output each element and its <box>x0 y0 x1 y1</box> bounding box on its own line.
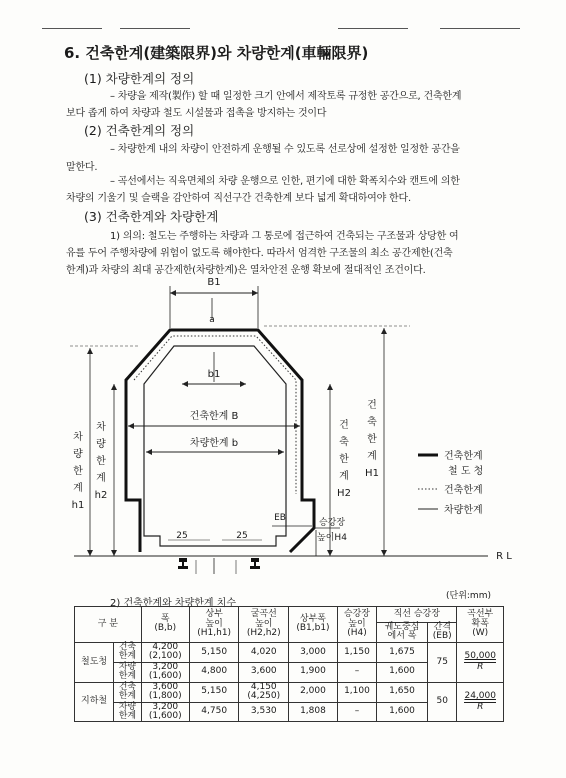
s1-line1: – 차량을 제작(製作) 할 때 일정한 크기 안에서 제작토록 규정한 공간으로, 건축한계 <box>110 91 462 102</box>
s2-line3: – 곡선에서는 직육면체의 차량 운행으로 인한, 편기에 대한 확폭치수와 캔트에 의한 <box>110 176 460 187</box>
clearance-gauge-diagram <box>0 270 566 580</box>
row-type: 건축 한계 <box>114 682 141 702</box>
cell-b1: 1,900 <box>289 662 338 682</box>
rail-icon-right <box>250 558 260 569</box>
svg-text:계: 계 <box>367 451 377 462</box>
table-unit: (단위:mm) <box>446 591 491 601</box>
cell-center: 1,600 <box>377 702 428 722</box>
svg-text:h1: h1 <box>71 500 85 511</box>
table-header-row-1 <box>75 607 504 623</box>
cell-gap: 75 <box>427 642 456 682</box>
eb-label: EB <box>274 513 286 523</box>
s2-line2: 말한다. <box>66 162 98 173</box>
svg-text:h2: h2 <box>94 490 108 501</box>
svg-text:량: 량 <box>73 449 83 460</box>
cell-pok: 3,600 (1,800) <box>141 682 189 702</box>
header-rule-right <box>338 28 408 29</box>
cell-h2: 4,020 <box>239 642 289 662</box>
cell-curve-extra: $\frac{24,000}{R}$ <box>457 682 504 722</box>
cell-h2: 4,150 (4,250) <box>239 682 289 702</box>
header-rule-left <box>42 28 102 29</box>
vehicle-gauge-h2-label <box>95 420 108 501</box>
vehicle-gauge-h1-label <box>72 430 85 511</box>
th-track-center: 궤도중심 에서 폭 <box>377 623 428 643</box>
s3-title: (3) 건축한계와 차량한계 <box>84 209 219 224</box>
dim-25-left: 25 <box>176 531 188 541</box>
header-rule-far <box>440 28 520 29</box>
header-rule-mid <box>120 28 190 29</box>
cell-h4: – <box>337 662 376 682</box>
table-row <box>75 642 504 662</box>
svg-text:건축한계: 건축한계 <box>444 451 483 462</box>
s3-line3: 한계)과 차량의 최대 공간제한(차량한계)은 열차안전 운행 확보에 절대적인 조건이다. <box>66 265 426 276</box>
svg-text:한: 한 <box>96 456 106 467</box>
cell-b1: 1,808 <box>289 702 338 722</box>
th-gap: 간격 (EB) <box>427 623 456 643</box>
s2-line4: 차량의 기울기 및 슬랙을 감안하여 직선구간 건축한계 보다 넓게 확대하여야 한다. <box>66 193 411 204</box>
svg-text:건: 건 <box>339 420 349 431</box>
th-pok: 폭 (B,b) <box>141 607 189 643</box>
s1-title: (1) 차량한계의 정의 <box>84 71 195 86</box>
cell-h4: – <box>337 702 376 722</box>
dimension-table <box>74 606 504 722</box>
svg-text:계: 계 <box>339 471 349 482</box>
cell-pok: 4,200 (2,100) <box>141 642 189 662</box>
row-type: 차량 한계 <box>114 662 141 682</box>
svg-text:계: 계 <box>73 483 83 494</box>
building-gauge-H2-label <box>337 418 351 499</box>
row-type: 차량 한계 <box>114 702 141 722</box>
cell-h4: 1,100 <box>337 682 376 702</box>
building-gauge-H1-label <box>365 398 379 479</box>
svg-text:차: 차 <box>96 422 106 433</box>
diagram-legend <box>418 449 483 516</box>
cell-pok: 3,200 (1,600) <box>141 702 189 722</box>
section-heading: 6. 건축한계(建築限界)와 차량한계(車輛限界) <box>64 44 369 62</box>
building-gauge-width-label: 건축한계 B <box>189 411 239 422</box>
cell-b1: 3,000 <box>289 642 338 662</box>
vehicle-gauge-width-label: 차량한계 b <box>189 438 239 449</box>
svg-text:한: 한 <box>339 454 349 465</box>
th-platform-height: 승강장 높이 (H4) <box>337 607 376 643</box>
svg-text:철 도 청: 철 도 청 <box>448 466 484 477</box>
th-straight-platform: 직선 승강장 <box>377 607 457 623</box>
s3-line1: 1) 의의: 철도는 주행하는 차량과 그 통로에 접근하여 건축되는 구조물과 상당한 여 <box>110 231 459 242</box>
group-name: 지하철 <box>75 682 114 722</box>
s3-line2: 유를 두어 주행차량에 위험이 없도록 해야한다. 따라서 엄격한 구조물의 최소 공간제한(건축 <box>66 248 453 259</box>
cell-pok: 3,200 (1,600) <box>141 662 189 682</box>
dim-25-right: 25 <box>236 531 248 541</box>
svg-text:H1: H1 <box>365 468 379 479</box>
cell-center: 1,650 <box>377 682 428 702</box>
table-row <box>75 682 504 702</box>
th-curve-extra: 곡선부 확폭 (W) <box>457 607 504 643</box>
table-caption: 2) 건축한계와 차량한계 치수 <box>110 598 237 609</box>
svg-text:계: 계 <box>96 473 106 484</box>
svg-text:H2: H2 <box>337 488 351 499</box>
cell-h2: 3,530 <box>239 702 289 722</box>
cell-center: 1,675 <box>377 642 428 662</box>
b1-label: B1 <box>207 277 221 288</box>
s1-line2: 보다 좁게 하여 차량과 철도 시설물과 접촉을 방지하는 것이다 <box>66 108 327 119</box>
row-type: 건축 한계 <box>114 642 141 662</box>
cell-h1: 5,150 <box>189 642 239 662</box>
group-name: 철도청 <box>75 642 114 682</box>
cell-h1: 5,150 <box>189 682 239 702</box>
svg-text:축: 축 <box>367 417 377 428</box>
cell-gap: 50 <box>427 682 456 722</box>
th-gubun: 구 분 <box>75 607 142 643</box>
svg-text:한: 한 <box>73 466 83 477</box>
cell-h4: 1,150 <box>337 642 376 662</box>
svg-text:건축한계: 건축한계 <box>444 485 483 496</box>
svg-text:차량한계: 차량한계 <box>444 505 483 516</box>
cell-center: 1,600 <box>377 662 428 682</box>
rail-icon-left <box>178 558 188 569</box>
svg-text:건: 건 <box>367 400 377 411</box>
th-sangbu-width: 상부폭 (B1,b1) <box>289 607 338 643</box>
cell-curve-extra: $\frac{50,000}{R}$ <box>457 642 504 682</box>
platform-height-label-2: 높이H4 <box>317 533 347 543</box>
rail-level-label: R L <box>496 551 512 562</box>
svg-text:량: 량 <box>96 439 106 450</box>
s2-line1: – 차량한계 내의 차량이 안전하게 운행될 수 있도록 선로상에 설정한 일정한 공간을 <box>110 144 460 155</box>
s2-title: (2) 건축한계의 정의 <box>84 123 195 138</box>
svg-text:한: 한 <box>367 434 377 445</box>
cell-h2: 3,600 <box>239 662 289 682</box>
cell-b1: 2,000 <box>289 682 338 702</box>
th-curve-height: 굴곡선 높이 (H2,h2) <box>239 607 289 643</box>
a-label: a <box>209 315 215 325</box>
cell-h1: 4,800 <box>189 662 239 682</box>
platform-height-label-1: 승강장 <box>318 518 346 528</box>
svg-text:축: 축 <box>339 437 349 448</box>
svg-text:차: 차 <box>73 432 83 443</box>
b1-small-label: b1 <box>207 369 221 380</box>
cell-h1: 4,750 <box>189 702 239 722</box>
th-sangbu-height: 상부 높이 (H1,h1) <box>189 607 239 643</box>
